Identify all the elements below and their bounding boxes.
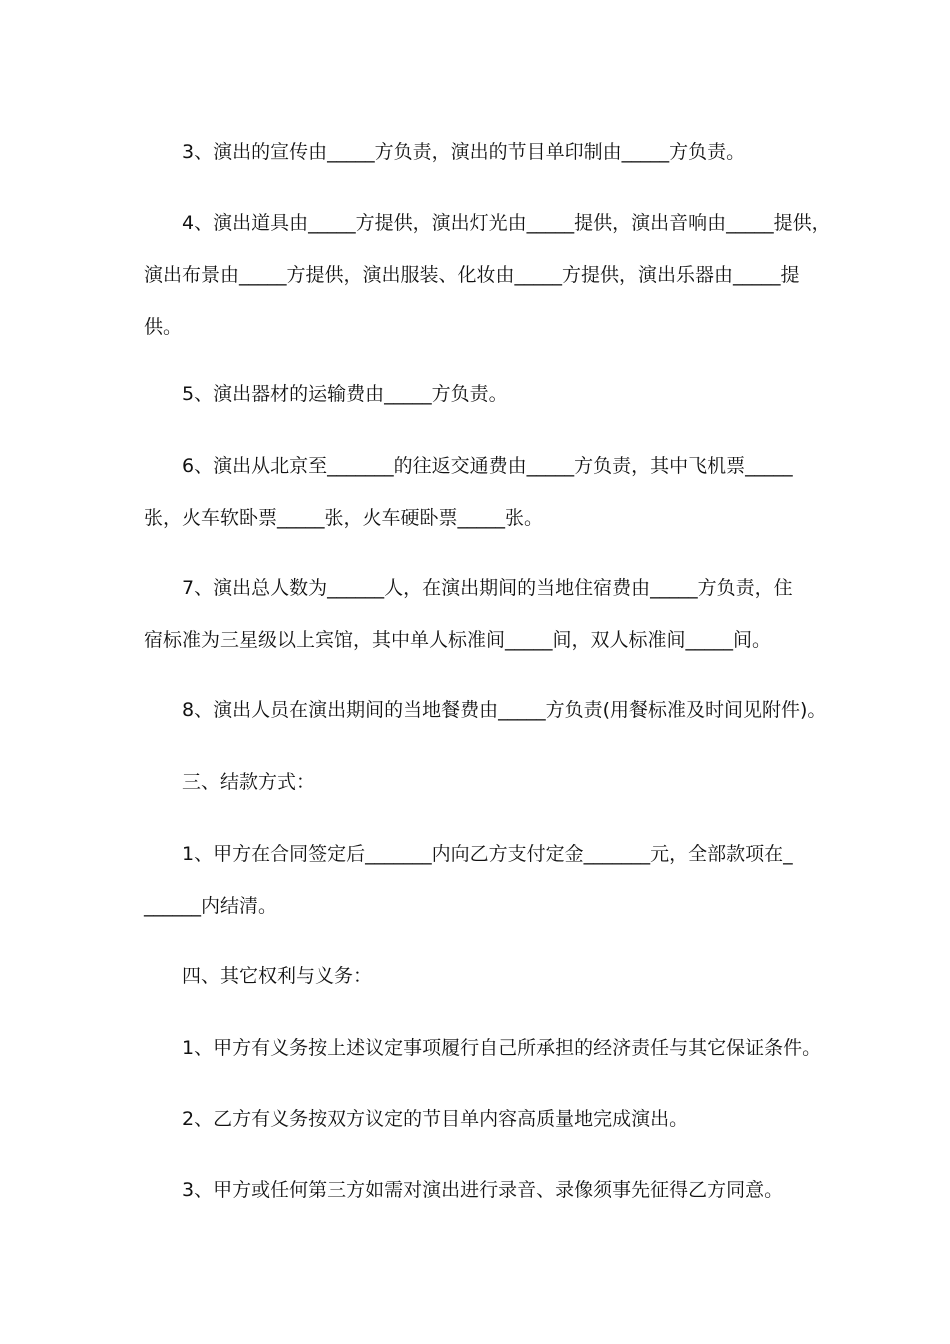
text-line: 3、演出的宣传由_____方负责，演出的节目单印制由_____方负责。 — [182, 141, 746, 163]
text-line: 演出布景由_____方提供，演出服装、化妆由_____方提供，演出乐器由_____提 — [144, 264, 800, 286]
text-line: 张，火车软卧票_____张，火车硬卧票_____张。 — [144, 507, 544, 529]
text-line: 8、演出人员在演出期间的当地餐费由_____方负责(用餐标准及时间见附件)。 — [182, 699, 827, 721]
clause-8-meals — [144, 684, 827, 736]
text-line: 6、演出从北京至_______的往返交通费由_____方负责，其中飞机票_____ — [182, 455, 793, 477]
clause-duty-1 — [144, 1022, 824, 1074]
clause-5-transport — [144, 368, 824, 420]
text-line: 供。 — [144, 316, 183, 338]
section-heading-payment — [144, 756, 824, 808]
text-line: 1、甲方在合同签定后_______内向乙方支付定金_______元，全部款项在_ — [182, 843, 793, 865]
text-line: 宿标准为三星级以上宾馆，其中单人标准间_____间，双人标准间_____间。 — [144, 629, 772, 651]
text-line: 1、甲方有义务按上述议定事项履行自己所承担的经济责任与其它保证条件。 — [182, 1037, 822, 1059]
clause-duty-3 — [144, 1164, 824, 1216]
clause-payment-1 — [144, 828, 824, 932]
clause-duty-2 — [144, 1093, 824, 1145]
text-line: 5、演出器材的运输费由_____方负责。 — [182, 383, 508, 405]
clause-7-lodging — [144, 562, 824, 666]
text-line: 4、演出道具由_____方提供，演出灯光由_____提供，演出音响由_____提供， — [182, 212, 831, 234]
text-line: 3、甲方或任何第三方如需对演出进行录音、录像须事先征得乙方同意。 — [182, 1179, 784, 1201]
text-line: 2、乙方有义务按双方议定的节目单内容高质量地完成演出。 — [182, 1108, 689, 1130]
clause-6-travel — [144, 440, 824, 544]
text-line: ______内结清。 — [144, 895, 278, 917]
clause-4-props — [144, 197, 831, 353]
text-line: 三、结款方式： — [182, 771, 316, 793]
text-line: 四、其它权利与义务： — [182, 965, 373, 987]
section-heading-rights — [144, 950, 824, 1002]
text-line: 7、演出总人数为______人，在演出期间的当地住宿费由_____方负责，住 — [182, 577, 793, 599]
clause-3-publicity — [144, 126, 824, 178]
